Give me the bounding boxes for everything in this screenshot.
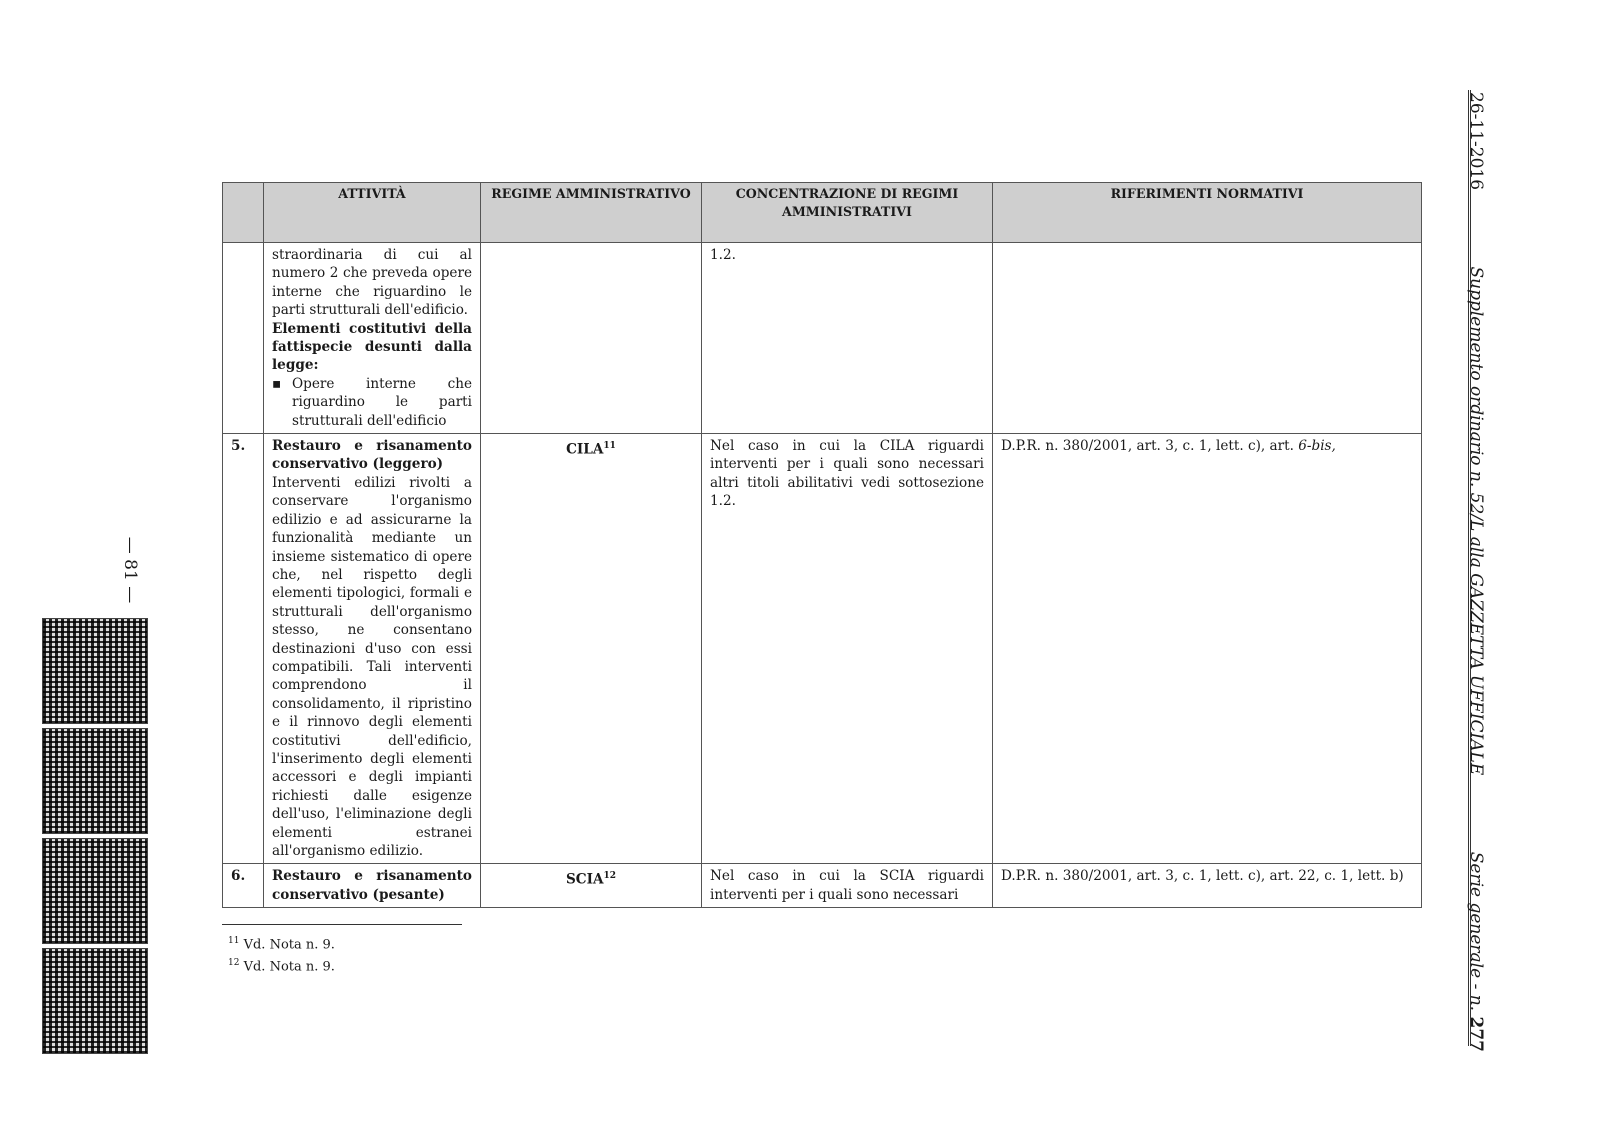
riferimenti-cell-empty [993,243,1422,434]
riferimenti-text: D.P.R. n. 380/2001, art. 3, c. 1, lett. c), art. [1001,438,1299,455]
table-row-continuation [223,243,1422,434]
datamatrix-code [42,948,148,1054]
footnote-text: Vd. Nota n. 9. [243,937,335,953]
page-number: — 81 — [120,536,140,604]
regime-cell-empty [481,243,702,434]
concentrazione-cell: 1.2. [702,243,993,434]
bullet-text: Opere interne che riguardino le parti strutturali dell'edificio [292,375,472,429]
regime-label: CILA [566,441,604,458]
series-number: 277 [1466,1016,1486,1052]
series-label: Serie generale - n. [1466,851,1486,1017]
bullet-item [272,375,472,430]
row-number: 5. [223,434,264,864]
footnote-item [228,954,335,976]
attivita-cell [264,864,481,908]
footnote-mark: 12 [228,958,240,969]
datamatrix-code [42,728,148,834]
running-header [1464,92,1488,1052]
regime-label: SCIA [565,871,604,888]
publication-date: 26-11-2016 [1466,92,1486,191]
attivita-bold-heading: Elementi costitutivi della fattispecie desunti dalla legge: [272,320,472,374]
datamatrix-code [42,618,148,724]
row-number-empty [223,243,264,434]
datamatrix-code [42,838,148,944]
header-concentrazione: CONCENTRAZIONE DI REGIMI AMMINISTRATIVI [702,183,993,243]
activity-title: Restauro e risanamento conservativo (pesante) [272,868,472,903]
bullet-marker: ▪ [272,375,282,392]
footnotes [228,932,335,977]
footnote-ref: 11 [603,441,616,452]
regime-cell [481,434,702,864]
attivita-cell [264,243,481,434]
row-number: 6. [223,864,264,908]
riferimenti-italic: 6-bis, [1298,438,1336,455]
header-number [223,183,264,243]
activities-table [222,182,1422,908]
table-header-row [223,183,1422,243]
series-info [1466,852,1486,1052]
concentrazione-cell: Nel caso in cui la CILA riguardi interventi per i quali sono necessari altri titoli abilitativi vedi sottosezione 1.2. [702,434,993,864]
footnote-text: Vd. Nota n. 9. [243,959,335,975]
regime-cell [481,864,702,908]
footnote-mark: 11 [228,936,240,946]
attivita-text: straordinaria di cui al numero 2 che preveda opere interne che riguardino le parti strutturali dell'edificio. [272,247,472,319]
table-row-6 [223,864,1422,908]
footnote-ref: 12 [603,871,617,882]
publication-title: Supplemento ordinario n. 52/L alla GAZZETTA UFFICIALE [1466,266,1486,776]
activity-title: Restauro e risanamento conservativo (leggero) [272,438,472,473]
header-regime: REGIME AMMINISTRATIVO [481,183,702,243]
footnote-divider [222,924,462,925]
header-riferimenti: RIFERIMENTI NORMATIVI [993,183,1422,243]
footnote-item [228,932,335,954]
activity-description: Interventi edilizi rivolti a conservare l'organismo edilizio e ad assicurarne la funzionalità mediante un insieme sistematico di opere che, nel rispetto degli elementi tipologici, formali e strutturali dell'organismo stesso, ne consentano destinazioni d'uso con essi compatibili. Tali interventi comprendono il consolidamento, il ripristino e il rinnovo degli elementi costitutivi dell'edificio, l'inserimento degli elementi accessori e degli impianti richiesti dalle esigenze dell'uso, l'eliminazione degli elementi estranei all'organismo edilizio. [272,474,472,859]
riferimenti-cell: D.P.R. n. 380/2001, art. 3, c. 1, lett. c), art. 22, c. 1, lett. b) [993,864,1422,908]
concentrazione-cell: Nel caso in cui la SCIA riguardi interventi per i quali sono necessari [702,864,993,908]
header-attivita: ATTIVITÀ [264,183,481,243]
attivita-cell [264,434,481,864]
table-row-5 [223,434,1422,864]
riferimenti-cell [993,434,1422,864]
